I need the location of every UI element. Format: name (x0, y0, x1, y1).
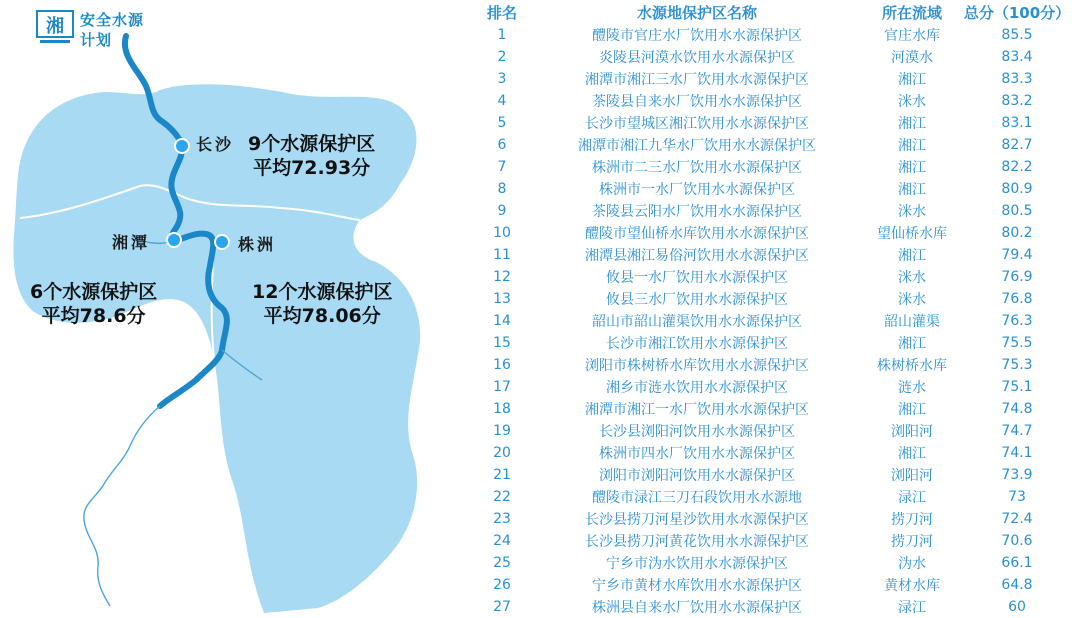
cell-name: 长沙县浏阳河饮用水水源保护区 (599, 424, 795, 440)
cell-rank: 9 (497, 203, 507, 219)
region-avg-changsha: 平均72.93分 (253, 157, 371, 179)
cell-basin: 沩水 (898, 556, 926, 572)
cell-rank: 7 (497, 159, 507, 175)
cell-name: 湘潭市湘江一水厂饮用水水源保护区 (585, 402, 809, 418)
cell-score: 74.8 (1001, 401, 1033, 417)
cell-basin: 黄材水库 (884, 578, 940, 594)
cell-score: 85.5 (1001, 27, 1033, 43)
table-header-row (472, 0, 1072, 24)
cell-rank: 5 (497, 115, 507, 131)
cell-basin: 洣水 (898, 270, 926, 286)
cell-name: 长沙市湘江饮用水水源保护区 (606, 336, 788, 352)
ranking-table-panel (472, 0, 1080, 616)
cell-rank: 22 (493, 489, 511, 505)
cell-basin: 湘江 (898, 248, 926, 264)
cell-rank: 24 (493, 533, 511, 549)
table-row (472, 46, 1072, 68)
logo-title-line2: 计划 (80, 31, 113, 49)
table-row (472, 596, 1072, 618)
table-row (472, 420, 1072, 442)
region-avg-zhuzhou: 平均78.06分 (263, 305, 381, 327)
cell-rank: 18 (493, 401, 511, 417)
cell-rank: 4 (497, 93, 507, 109)
cell-name: 醴陵市渌江三刀石段饮用水水源地 (592, 490, 802, 506)
cell-basin: 捞刀河 (891, 512, 933, 528)
table-row (472, 178, 1072, 200)
cell-score: 83.3 (1001, 71, 1033, 87)
cell-rank: 23 (493, 511, 511, 527)
cell-basin: 河漠水 (891, 50, 933, 66)
cell-rank: 1 (497, 27, 507, 43)
cell-score: 75.3 (1001, 357, 1033, 373)
cell-basin: 湘江 (898, 336, 926, 352)
cell-basin: 湘江 (898, 182, 926, 198)
cell-basin: 涟水 (898, 380, 926, 396)
table-row (472, 90, 1072, 112)
table-row (472, 222, 1072, 244)
cell-basin: 湘江 (898, 446, 926, 462)
cell-name: 湘乡市涟水饮用水水源保护区 (606, 380, 788, 396)
table-row (472, 156, 1072, 178)
cell-score: 76.8 (1001, 291, 1033, 307)
region-avg-xiangtan: 平均78.6分 (41, 305, 146, 327)
cell-basin: 湘江 (898, 138, 926, 154)
cell-rank: 12 (493, 269, 511, 285)
cell-basin: 渌江 (898, 490, 926, 506)
cell-basin: 湘江 (898, 72, 926, 88)
table-row (472, 442, 1072, 464)
cell-rank: 20 (493, 445, 511, 461)
cell-basin: 望仙桥水库 (877, 226, 947, 242)
header-score: 总分（100分） (963, 3, 1071, 22)
cell-rank: 6 (497, 137, 507, 153)
cell-score: 83.1 (1001, 115, 1033, 131)
cell-score: 60 (1008, 599, 1026, 615)
cell-rank: 3 (497, 71, 507, 87)
table-row (472, 508, 1072, 530)
logo-mark-text: 湘 (46, 16, 64, 37)
logo-title-line1: 安全水源 (80, 11, 145, 29)
header-name: 水源地保护区名称 (636, 3, 757, 22)
cell-name: 株洲市四水厂饮用水水源保护区 (599, 446, 795, 462)
cell-rank: 17 (493, 379, 511, 395)
logo-icon (36, 10, 74, 46)
cell-rank: 15 (493, 335, 511, 351)
cell-rank: 10 (493, 225, 511, 241)
cell-basin: 株树桥水库 (877, 358, 947, 374)
region-count-xiangtan: 6个水源保护区 (30, 281, 158, 303)
city-label-xiangtan: 湘潭 (112, 233, 151, 252)
cell-name: 湘潭市湘江九华水厂饮用水水源保护区 (578, 138, 816, 154)
table-row (472, 376, 1072, 398)
cell-name: 醴陵市官庄水厂饮用水水源保护区 (592, 28, 802, 44)
cell-name: 茶陵县云阳水厂饮用水水源保护区 (592, 204, 802, 220)
cell-score: 70.6 (1001, 533, 1033, 549)
river-tributary (84, 406, 160, 606)
cell-score: 80.9 (1001, 181, 1033, 197)
cell-score: 75.5 (1001, 335, 1033, 351)
table-row (472, 486, 1072, 508)
cell-rank: 13 (493, 291, 511, 307)
ranking-table (472, 0, 1072, 618)
city-dot-changsha (175, 139, 189, 153)
cell-basin: 浏阳河 (891, 424, 933, 440)
cell-name: 茶陵县自来水厂饮用水水源保护区 (592, 94, 802, 110)
cell-name: 韶山市韶山灌渠饮用水水源保护区 (592, 314, 802, 330)
cell-rank: 2 (497, 49, 507, 65)
cell-score: 82.2 (1001, 159, 1033, 175)
region-summary-xiangtan (30, 280, 157, 328)
table-row (472, 464, 1072, 486)
cell-name: 株洲市二三水厂饮用水水源保护区 (592, 160, 802, 176)
cell-name: 湘潭县湘江易俗河饮用水水源保护区 (585, 248, 809, 264)
cell-name: 攸县一水厂饮用水水源保护区 (606, 270, 788, 286)
table-row (472, 574, 1072, 596)
cell-name: 浏阳市浏阳河饮用水水源保护区 (599, 468, 795, 484)
cell-score: 83.4 (1001, 49, 1033, 65)
cell-basin: 韶山灌渠 (884, 314, 940, 330)
city-label-zhuzhou: 株洲 (238, 235, 277, 254)
cell-basin: 洣水 (898, 204, 926, 220)
table-row (472, 134, 1072, 156)
cell-name: 长沙县捞刀河黄花饮用水水源保护区 (585, 534, 809, 550)
cell-basin: 湘江 (898, 402, 926, 418)
table-row (472, 332, 1072, 354)
table-row (472, 288, 1072, 310)
cell-name: 株洲县自来水厂饮用水水源保护区 (592, 600, 802, 616)
cell-basin: 捞刀河 (891, 534, 933, 550)
table-row (472, 530, 1072, 552)
cell-score: 79.4 (1001, 247, 1033, 263)
region-summary-changsha (248, 132, 375, 180)
cell-basin: 浏阳河 (891, 468, 933, 484)
cell-score: 80.2 (1001, 225, 1033, 241)
cell-name: 株洲市一水厂饮用水水源保护区 (599, 182, 795, 198)
cell-score: 74.7 (1001, 423, 1033, 439)
table-body (472, 24, 1072, 618)
cell-name: 湘潭市湘江三水厂饮用水水源保护区 (585, 72, 809, 88)
cell-name: 炎陵县河漠水饮用水水源保护区 (599, 50, 795, 66)
cell-rank: 27 (493, 599, 511, 615)
cell-basin: 官庄水库 (884, 28, 940, 44)
cell-score: 80.5 (1001, 203, 1033, 219)
cell-basin: 湘江 (898, 116, 926, 132)
cell-rank: 26 (493, 577, 511, 593)
cell-name: 宁乡市沩水饮用水水源保护区 (606, 556, 788, 572)
city-dot-zhuzhou (215, 235, 229, 249)
cell-basin: 渌江 (898, 600, 926, 616)
city-dot-xiangtan (167, 233, 181, 247)
cell-rank: 19 (493, 423, 511, 439)
table-row (472, 112, 1072, 134)
table-row (472, 310, 1072, 332)
header-basin: 所在流域 (881, 3, 942, 22)
cell-name: 攸县三水厂饮用水水源保护区 (606, 292, 788, 308)
cell-score: 72.4 (1001, 511, 1033, 527)
cell-name: 长沙县捞刀河星沙饮用水水源保护区 (585, 512, 809, 528)
cell-rank: 25 (493, 555, 511, 571)
region-count-zhuzhou: 12个水源保护区 (252, 281, 393, 303)
map-panel (0, 0, 462, 613)
city-label-changsha: 长沙 (196, 135, 235, 154)
cell-score: 82.7 (1001, 137, 1033, 153)
table-row (472, 552, 1072, 574)
cell-score: 75.1 (1001, 379, 1033, 395)
cell-name: 长沙市望城区湘江饮用水水源保护区 (585, 116, 809, 132)
cell-score: 73 (1008, 489, 1026, 505)
cell-score: 73.9 (1001, 467, 1033, 483)
table-row (472, 266, 1072, 288)
cell-basin: 湘江 (898, 160, 926, 176)
region-count-changsha: 9个水源保护区 (248, 133, 376, 155)
header-rank: 排名 (486, 3, 517, 22)
table-row (472, 200, 1072, 222)
table-row (472, 244, 1072, 266)
region-summary-zhuzhou (252, 280, 392, 328)
cell-score: 74.1 (1001, 445, 1033, 461)
cell-score: 76.9 (1001, 269, 1033, 285)
cell-rank: 11 (493, 247, 511, 263)
cell-rank: 14 (493, 313, 511, 329)
cell-name: 浏阳市株树桥水库饮用水水源保护区 (585, 358, 809, 374)
cell-name: 醴陵市望仙桥水库饮用水水源保护区 (585, 226, 809, 242)
cell-score: 76.3 (1001, 313, 1033, 329)
cell-basin: 洣水 (898, 292, 926, 308)
table-row (472, 68, 1072, 90)
table-row (472, 354, 1072, 376)
cell-score: 66.1 (1001, 555, 1033, 571)
cell-rank: 16 (493, 357, 511, 373)
cell-score: 64.8 (1001, 577, 1033, 593)
cell-score: 83.2 (1001, 93, 1033, 109)
cell-name: 宁乡市黄材水库饮用水水源保护区 (592, 578, 802, 594)
cell-rank: 8 (497, 181, 507, 197)
cell-basin: 洣水 (898, 94, 926, 110)
table-row (472, 398, 1072, 420)
table-row (472, 24, 1072, 46)
cell-rank: 21 (493, 467, 511, 483)
